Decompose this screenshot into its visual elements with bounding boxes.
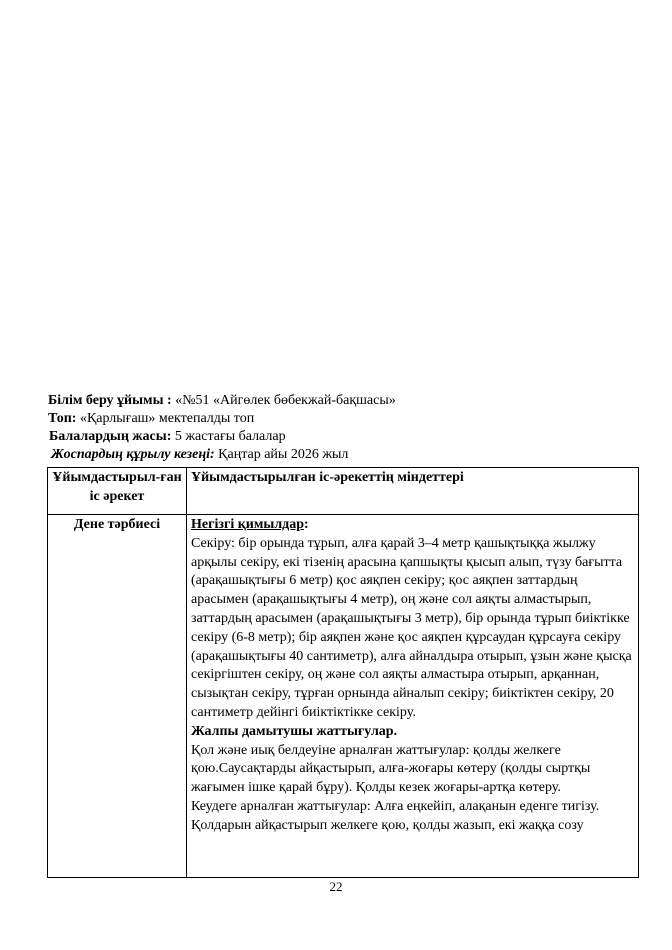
activity-plan-table — [47, 467, 639, 878]
basic-movements-text: Секіру: бір орында тұрып, алға қарай 3–4 метр қашықтыққа жылжу арқылы секіру, екі тізенің арасына қапшықты қысып алып, түзу бағытта (арақашықтығы 6 метр) қос аяқпен секіру; қос аяқпен заттардың арасымен (арақашықтығы 4 метр), оң және сол аяқты алмастырып, заттардың арасымен (арақашықтығы 3 метр), бір орында тұрып биіктікке секіру (6-8 метр); бір аяқпен және қос аяқпен құрсаудан құрсауға секіру (арақашықтығы 40 сантиметр), алға айналдыра отырып, ұзын және қысқа секіргіштен секіру, оң және сол аяқты алмастыра отырып, арқаннан, сызықтан секіру, тұрған орнында айналып секіру; биіктіктен секіру, 20 сантиметр дейінгі биіктіктікке секіру. — [191, 535, 632, 720]
table-row — [48, 515, 639, 878]
age-value: 5 жастағы балалар — [171, 429, 286, 444]
column-header-objectives: Ұйымдастырылған іс-әрекеттің міндеттері — [187, 468, 639, 515]
section-title-general-exercises: Жалпы дамытушы жаттығулар. — [191, 723, 398, 739]
period-value: Қаңтар айы 2026 жыл — [214, 447, 349, 462]
general-exercises-text-2: Кеудеге арналған жаттығулар: Алға еңкейіп, алақанын еденге тигізу. Қолдарын айқастырып желкеге қою, қолды жазып, екі жаққа созу — [191, 798, 600, 833]
objectives-cell — [187, 515, 639, 878]
organization-label: Білім беру ұйымы : — [48, 393, 172, 408]
activity-name-cell: Дене тәрбиесі — [48, 515, 187, 878]
period-line — [48, 446, 638, 464]
section-title-basic-movements: Негізгі қимылдар: — [191, 517, 309, 532]
organization-line — [48, 392, 638, 410]
page-number: 22 — [329, 879, 343, 894]
group-label: Топ: — [48, 411, 77, 426]
document-header — [48, 392, 638, 464]
group-line — [48, 410, 638, 428]
table-header-row — [48, 468, 639, 515]
age-label: Балалардың жасы: — [49, 429, 172, 444]
column-header-activity: Ұйымдастырыл-ған іс әрекет — [48, 468, 187, 515]
general-exercises-text-1: Қол және иық белдеуіне арналған жаттығулар: қолды желкеге қою.Саусақтарды айқастырып, алға-жоғары көтеру (қолды сыртқы жағымен ішке қарай бұру). Қолды кезек жоғары-артқа көтеру. — [191, 742, 591, 796]
period-label: Жоспардың құрылу кезеңі: — [51, 447, 215, 462]
organization-value: «№51 «Айгөлек бөбекжай-бақшасы» — [171, 393, 396, 408]
age-line — [48, 428, 638, 446]
group-value: «Қарлығаш» мектепалды топ — [76, 411, 255, 426]
